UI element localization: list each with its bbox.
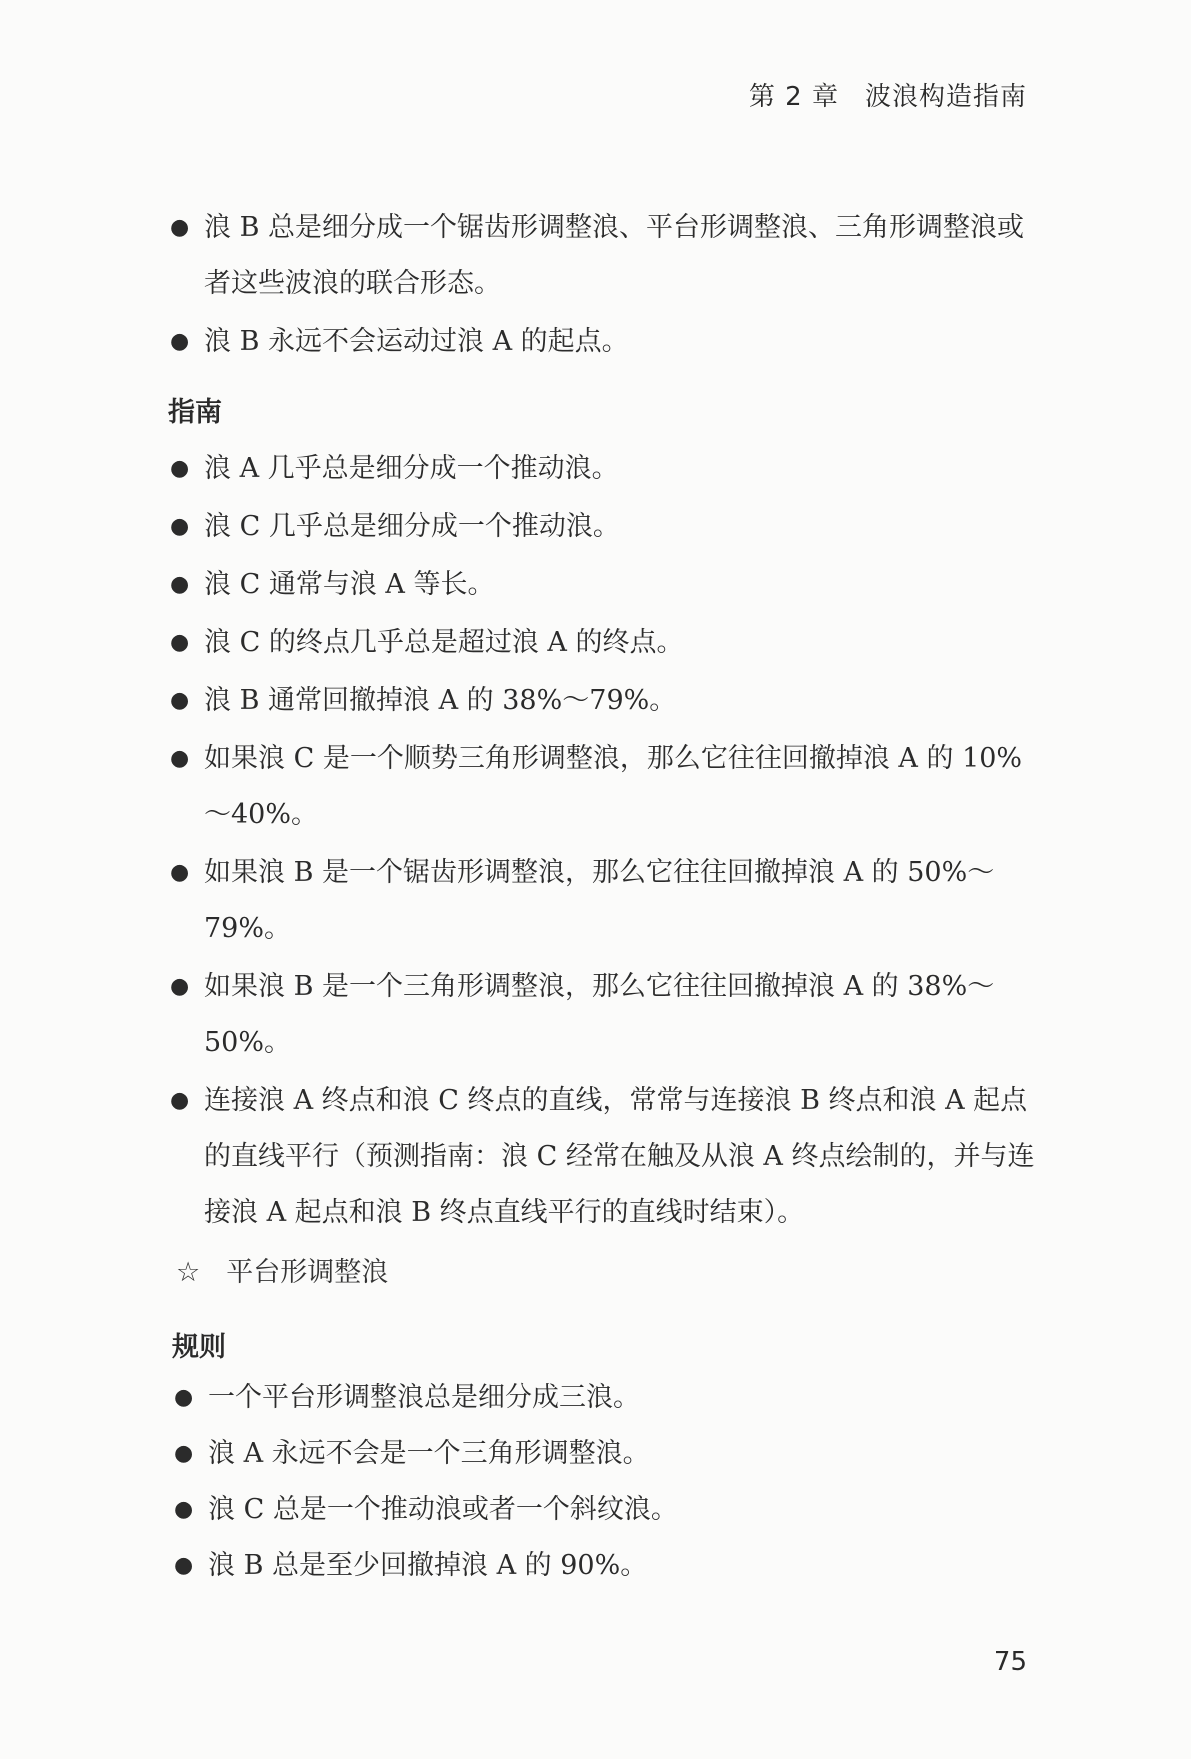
bullet-icon: ● — [170, 688, 190, 713]
bullet-icon: ● — [170, 456, 190, 481]
bullet-icon: ● — [170, 974, 190, 999]
bullet-icon: ● — [174, 1441, 194, 1466]
bullet-icon: ● — [170, 514, 190, 539]
list-item — [168, 314, 1038, 370]
list-item-text: 如果浪 B 是一个锯齿形调整浪，那么它往往回撤掉浪 A 的 50%～79%。 — [204, 857, 995, 944]
bullet-icon: ● — [170, 860, 190, 885]
list-item-text: 浪 A 几乎总是细分成一个推动浪。 — [204, 453, 619, 484]
running-header — [749, 76, 1027, 113]
list-item-text: 浪 C 几乎总是细分成一个推动浪。 — [204, 511, 620, 542]
list-item-text: 浪 B 通常回撤掉浪 A 的 38%～79%。 — [204, 685, 677, 716]
rules-heading: 规则 — [172, 1332, 226, 1363]
bullet-list — [168, 200, 1038, 370]
bullet-icon: ● — [170, 572, 190, 597]
bullet-icon: ● — [170, 329, 190, 354]
list-item-text: 浪 B 总是细分成一个锯齿形调整浪、平台形调整浪、三角形调整浪或者这些波浪的联合形态。 — [204, 212, 1025, 299]
bullet-icon: ● — [170, 215, 190, 240]
flat-correction-label: 平台形调整浪 — [226, 1257, 389, 1288]
page-number: 75 — [993, 1647, 1027, 1677]
list-item-text: 浪 B 永远不会运动过浪 A 的起点。 — [204, 326, 629, 357]
section-wave-b-rules — [168, 200, 1038, 372]
list-item — [168, 615, 1038, 671]
bullet-list — [168, 441, 1038, 1241]
list-item — [168, 441, 1038, 497]
star-icon: ☆ — [176, 1257, 201, 1288]
chapter-label: 第 2 章 — [748, 82, 839, 112]
list-item-text: 连接浪 A 终点和浪 C 终点的直线，常常与连接浪 B 终点和浪 A 起点的直线平行（预测指南：浪 C 经常在触及从浪 A 终点绘制的，并与连接浪 A 起点和浪 B 终点直线平行的直线时结束）。 — [204, 1085, 1035, 1228]
bullet-icon: ● — [170, 630, 190, 655]
list-item — [168, 731, 1038, 843]
list-item-text: 浪 B 总是至少回撤掉浪 A 的 90%。 — [208, 1550, 648, 1581]
list-item — [168, 845, 1038, 957]
list-item-text: 一个平台形调整浪总是细分成三浪。 — [208, 1382, 640, 1413]
list-item — [168, 499, 1038, 555]
list-item-text: 浪 C 通常与浪 A 等长。 — [204, 569, 495, 600]
list-item-text: 如果浪 B 是一个三角形调整浪，那么它往往回撤掉浪 A 的 38%～50%。 — [204, 971, 995, 1058]
bullet-icon: ● — [174, 1385, 194, 1410]
list-item-text: 浪 C 的终点几乎总是超过浪 A 的终点。 — [204, 627, 684, 658]
list-item — [168, 959, 1038, 1071]
list-item — [168, 1073, 1038, 1241]
list-item — [168, 557, 1038, 613]
bullet-icon: ● — [170, 1088, 190, 1113]
list-item-text: 浪 A 永远不会是一个三角形调整浪。 — [208, 1438, 650, 1469]
list-item — [172, 1538, 1042, 1594]
list-item — [172, 1426, 1042, 1482]
list-item-text: 如果浪 C 是一个顺势三角形调整浪，那么它往往回撤掉浪 A 的 10%～40%。 — [204, 743, 1023, 830]
list-item — [172, 1482, 1042, 1538]
list-item — [168, 673, 1038, 729]
bullet-icon: ● — [170, 746, 190, 771]
guide-heading: 指南 — [168, 397, 222, 428]
list-item — [172, 1370, 1042, 1426]
bullet-list — [172, 1370, 1042, 1594]
list-item — [168, 200, 1038, 312]
section-guide — [168, 441, 1038, 1243]
section-flat-rules — [172, 1370, 1042, 1594]
bullet-icon: ● — [174, 1497, 194, 1522]
chapter-title: 波浪构造指南 — [864, 82, 1027, 112]
bullet-icon: ● — [174, 1553, 194, 1578]
flat-correction-title — [176, 1250, 388, 1289]
list-item-text: 浪 C 总是一个推动浪或者一个斜纹浪。 — [208, 1494, 678, 1525]
